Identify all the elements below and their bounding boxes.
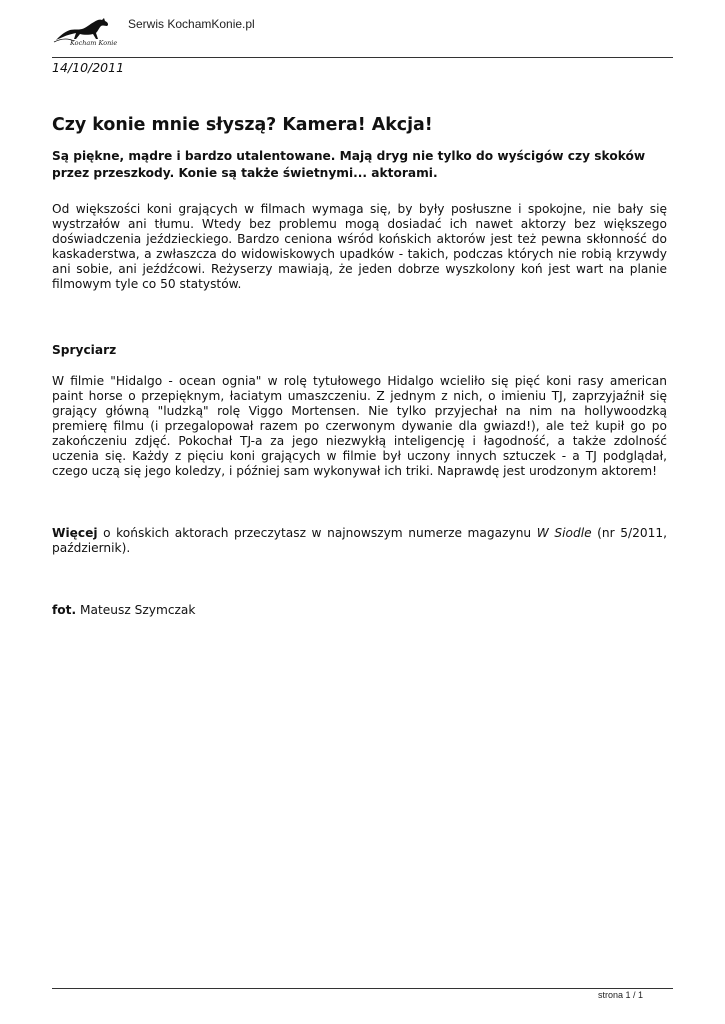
photo-credit [52, 603, 667, 618]
more-label: Więcej [52, 526, 98, 540]
article-lead: Są piękne, mądre i bardzo utalentowane. Mają dryg nie tylko do wyścigów czy skoków przez przeszkody. Konie są także świetnymi... aktorami. [52, 149, 646, 180]
article-title: Czy konie mnie słyszą? Kamera! Akcja! [52, 115, 433, 135]
more-text: o końskich aktorach przeczytasz w najnowszym numerze magazynu [97, 526, 537, 540]
logo-text: Kocham Konie [70, 39, 118, 47]
article-paragraph-2: W filmie "Hidalgo - ocean ognia" w rolę tytułowego Hidalgo wcieliło się pięć koni rasy american paint horse o przepięknym, łaciatym umaszczeniu. Z jednym z nich, o imieniu TJ, zaprzyjaźnił się grający główną "ludzką" rolę Viggo Mortensen. Nie tylko przyjechał na nim na hollywoodzką premierę filmu (i przegalopował razem po czerwonym dywanie dla gwiazd!), ale też kupił go po zakończeniu zdjęć. Pokochał TJ-a za jego niezwykłą inteligencję i łagodność, a także zdolność uczenia się. Każdy z pięciu koni grających w filmie był uczony innych sztuczek - a TJ podglądał, czego uczą się jego koledzy, i później sam wykonywał ich triki. Naprawdę jest urodzonym aktorem! [52, 374, 667, 478]
more-info-paragraph [52, 526, 667, 556]
photo-credit-author: Mateusz Szymczak [76, 603, 196, 617]
section-heading-spryciarz: Spryciarz [52, 343, 117, 357]
footer-divider [52, 988, 673, 989]
magazine-name: W Siodle [536, 526, 592, 540]
site-name: Serwis KochamKonie.pl [128, 17, 255, 31]
article-paragraph-1: Od większości koni grających w filmach wymaga się, by były posłuszne i spokojne, nie bały się wystrzałów ani tłumu. Wtedy bez problemu mogą dosiadać ich nawet aktorzy bez większego doświadczenia jeździeckiego. Bardzo ceniona wśród końskich aktorów jest też pewna skłonność do kaskaderstwa, a zwłaszcza do widowiskowych upadków - takich, podczas których nie robią krzywdy ani sobie, ani jeźdźcowi. Reżyserzy mawiają, że jeden dobrze wyszkolony koń jest wart na planie filmowym tyle co 50 statystów. [52, 202, 667, 291]
publication-date: 14/10/2011 [52, 60, 125, 75]
site-logo[interactable] [52, 14, 122, 52]
page-number: strona 1 / 1 [597, 990, 643, 1000]
photo-credit-label: fot. [52, 603, 77, 617]
more-tail: (nr 5/2011, październik). [52, 526, 667, 555]
header-divider [52, 57, 673, 58]
article-content [52, 114, 667, 618]
